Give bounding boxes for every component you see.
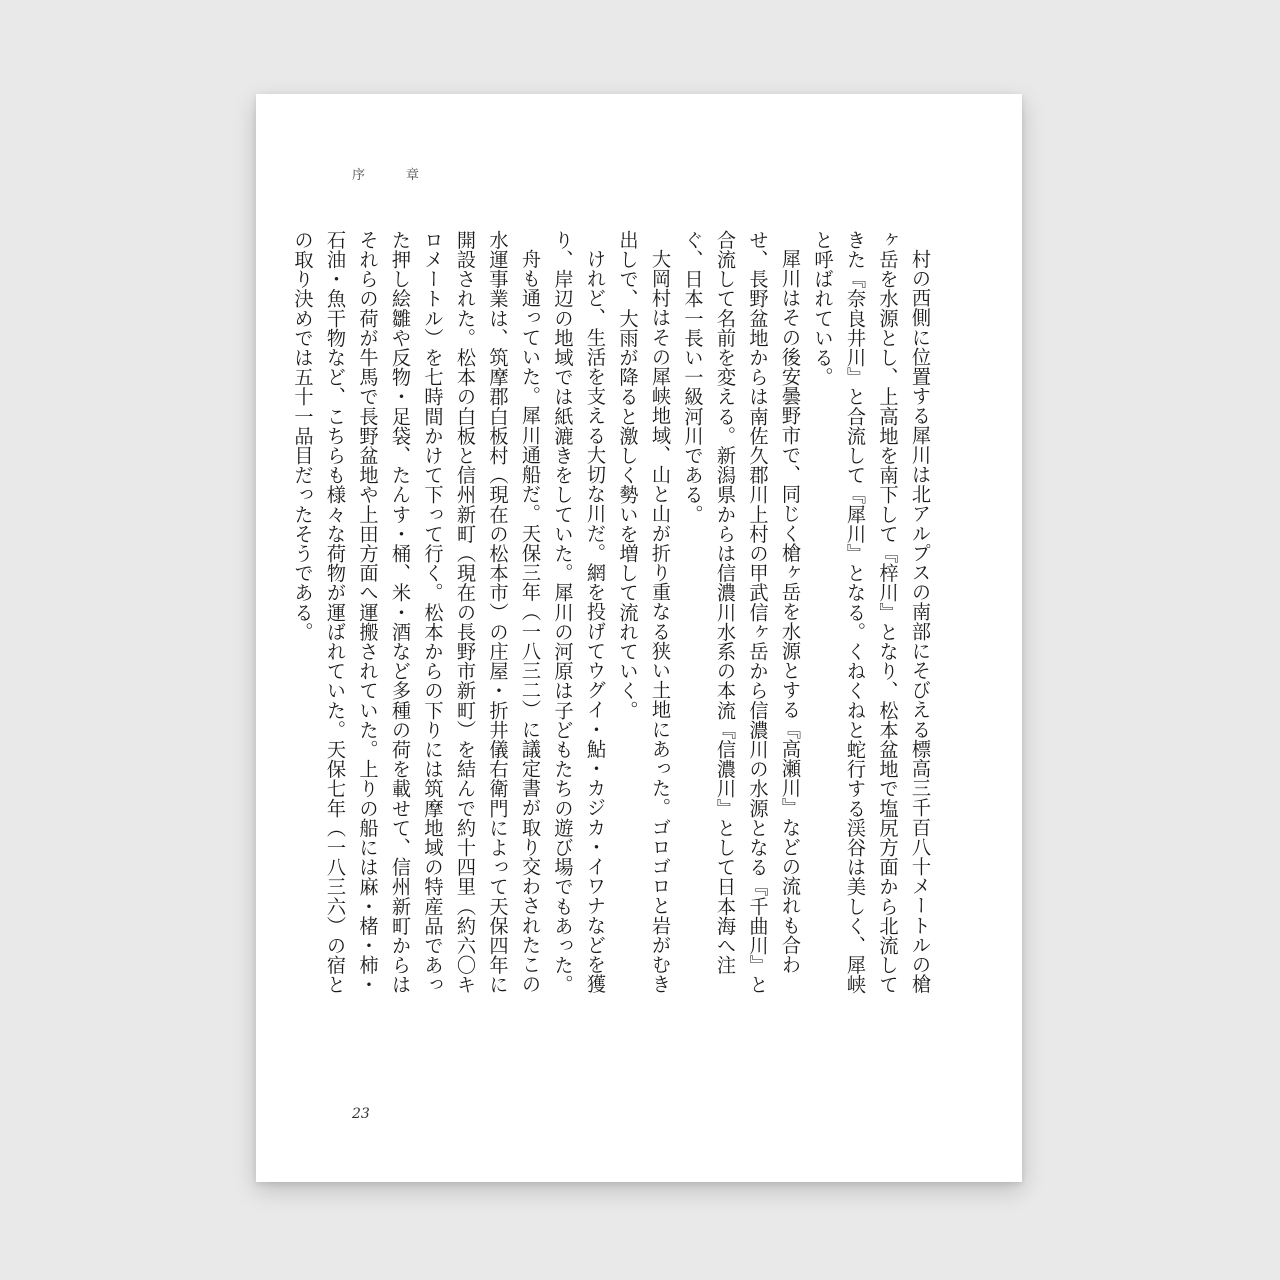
paragraph: 舟も通っていた。犀川通船だ。天保三年（一八三二）に議定書が取り交わされたこの水運事業は、筑摩郡白板村（現在の松本市）の庄屋・折井儀右衛門によって天保四年に開設された。松本の白板と信州新町（現在の長野市新町）を結んで約十四里（約六〇キロメートル）を七時間かけて下って行く。松本からの下りには筑摩地域の特産品であった押し絵雛や反物・足袋、たんす・桶、米・酒など多種の荷を載せて、信州新町からはそれらの荷が牛馬で長野盆地や上田方面へ運搬されていた。上りの船には麻・楮・柿・石油・魚干物など、こちらも様々な荷物が運ばれていた。天保七年（一八三六）の宿との取り決めでは五十一品目だったそうである。 — [291, 230, 542, 995]
paragraph: 村の西側に位置する犀川は北アルプスの南部にそびえる標高三千百八十メートルの槍ヶ岳を水源とし、上高地を南下して『梓川』となり、松本盆地で塩尻方面から北流してきた『奈良井川』と合流して『犀川』となる。くねくねと蛇行する渓谷は美しく、犀峡と呼ばれている。 — [811, 230, 932, 995]
page-number: 23 — [352, 1106, 370, 1122]
paragraph: 大岡村はその犀峡地域、山と山が折り重なる狭い土地にあった。ゴロゴロと岩がむき出しで、大雨が降ると激しく勢いを増して流れていく。 — [616, 230, 672, 994]
paragraph: 犀川はその後安曇野市で、同じく槍ヶ岳を水源とする『高瀬川』などの流れも合わせ、長野盆地からは南佐久郡川上村の甲武信ヶ岳から信濃川の水源となる『千曲川』と合流して名前を変える。新潟県からは信濃川水系の本流『信濃川』として日本海へ注ぐ、日本一長い一級河川である。 — [681, 230, 802, 995]
chapter-title: 序 章 — [352, 168, 434, 183]
body-text — [291, 230, 936, 1000]
book-page — [256, 94, 1022, 1182]
paragraph: けれど、生活を支える大切な川だ。網を投げてウグイ・鮎・カジカ・イワナなどを獲り、岸辺の地域では紙漉きをしていた。犀川の河原は子どもたちの遊び場でもあった。 — [551, 230, 607, 995]
